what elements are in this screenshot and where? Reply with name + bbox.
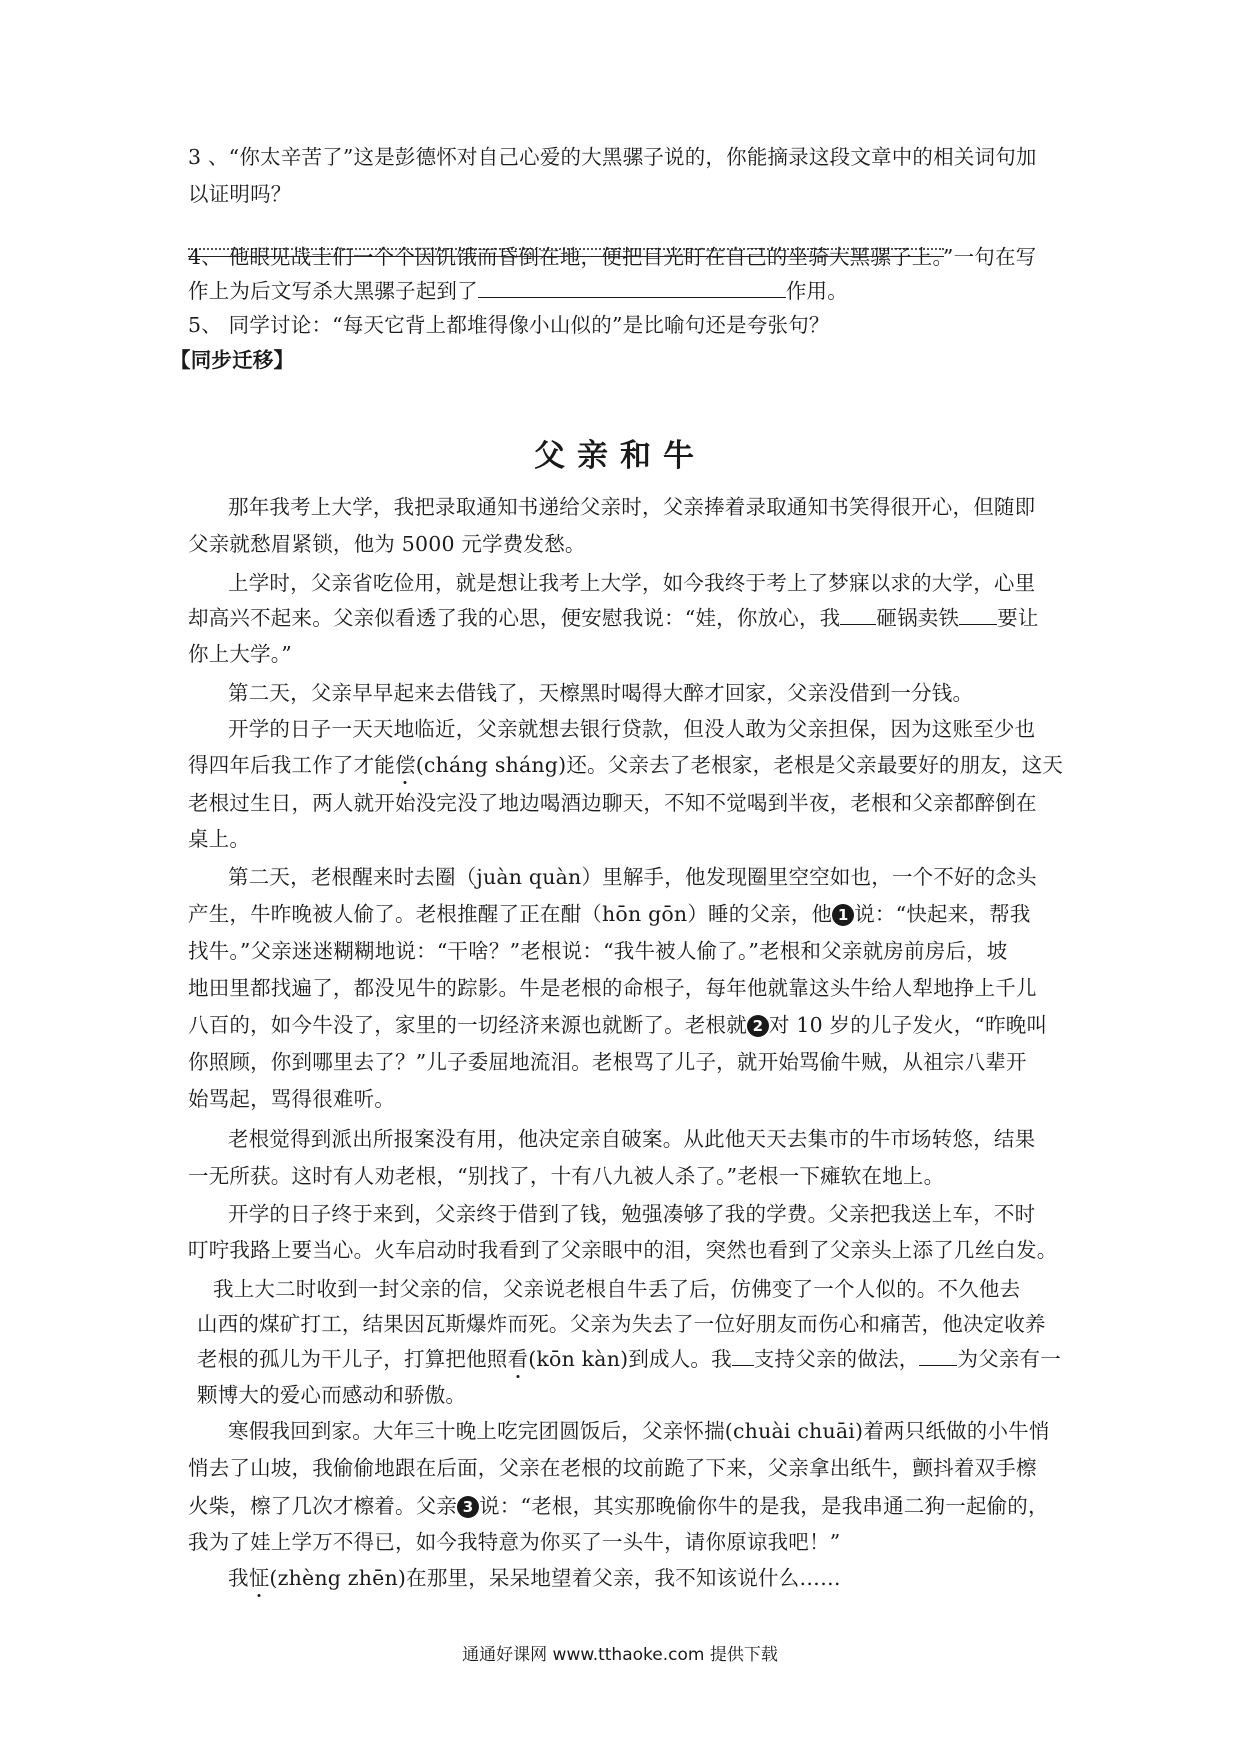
p6-line1: 老根觉得到派出所报案没有用，他决定亲自破案。从此他天天去集市的牛市场转悠，结果 [228, 1127, 1036, 1151]
p7-line1: 开学的日子终于来到，父亲终于借到了钱，勉强凑够了我的学费。父亲把我送上车，不时 [228, 1202, 1036, 1226]
p5-line2-text: 产生，牛昨晚被人偷了。老根推醒了正在酣（hōn gōn）睡的父亲，他 [188, 902, 833, 926]
p5-line5-rest: 对 10 岁的儿子发火，“昨晚叫 [768, 1013, 1048, 1037]
p5-line1: 第二天，老根醒来时去圈（juàn quàn）里解手，他发现圈里空空如也，一个不好的念头 [228, 865, 1037, 889]
article-title: 父亲和牛 [534, 438, 706, 474]
p5-line2 [188, 897, 1031, 927]
footer-credit: 通通好课网 www.tthaoke.com 提供下载 [462, 1645, 778, 1665]
q5-line: 5、 同学讨论：“每天它背上都堆得像小山似的”是比喻句还是夸张句？ [188, 313, 830, 337]
q4-line2 [188, 274, 848, 304]
p9-line1: 寒假我回到家。大年三十晚上吃完团圆饭后，父亲怀揣(chuài chuāi)着两只纸做的小牛悄 [228, 1419, 1050, 1443]
p5-line3: 找牛。”父亲迷迷糊糊地说：“干啥？”老根说：“我牛被人偷了。”老根和父亲就房前房后，坡 [188, 939, 1008, 963]
q4-text-after-blank: 作用。 [785, 279, 848, 303]
q4-text-before-blank: 作上为后文写杀大黑骡子起到了 [188, 279, 478, 303]
p8-line1: 我上大二时收到一封父亲的信，父亲说老根自牛丢了后，仿佛变了一个人似的。不久他去 [213, 1277, 1021, 1301]
p10-line1 [228, 1561, 841, 1591]
p4-line2-text: 得四年后我工作了才能 [188, 753, 395, 777]
q4-line1: 4、 他眼见战士们一个个因饥饿而昏倒在地，便把目光盯在自己的坐骑大黑骡子上。”一句在写 [188, 245, 1037, 269]
p6-line2: 一无所获。这时有人劝老根，“别找了，十有八九被人杀了。”老根一下瘫软在地上。 [188, 1164, 945, 1188]
p8-line4: 颗博大的爱心而感动和骄傲。 [197, 1383, 467, 1407]
p4-line2 [188, 748, 1063, 778]
p5-line4: 地田里都找遍了，都没见牛的踪影。牛是老根的命根子，每年他就靠这头牛给人犁地挣上千儿 [188, 976, 1037, 1000]
p4-line4: 桌上。 [188, 827, 251, 851]
p2-line2 [188, 601, 1039, 631]
p2-line1: 上学时，父亲省吃俭用，就是想让我考上大学，如今我终于考上了梦寐以求的大学，心里 [228, 571, 1036, 595]
p4-line3: 老根过生日，两人就开始没完没了地边喝酒边聊天，不知不觉喝到半夜，老根和父亲都醉倒在 [188, 791, 1037, 815]
p5-line7: 始骂起，骂得很难听。 [188, 1087, 395, 1111]
p2-line2-phrase: 砸锅卖铁 [876, 606, 960, 630]
p2-line2-text: 却高兴不起来。父亲似看透了我的心思，便安慰我说：“娃，你放心，我 [188, 606, 841, 630]
p4-dotted-char: 偿 [395, 753, 416, 777]
p2-blank-2[interactable] [959, 606, 997, 625]
p10-dotted-char: 怔 [248, 1566, 270, 1590]
p8-line3-mid: 支持父亲的做法， [753, 1347, 920, 1371]
q4-answer-blank[interactable] [478, 279, 786, 298]
p2-blank-1[interactable] [840, 606, 876, 625]
p9-line3-text: 火柴，檫了几次才檫着。父亲 [188, 1494, 458, 1518]
circled-number-3: 3 [457, 1496, 479, 1518]
p4-line2-rest: (cháng sháng)还。父亲去了老根家，老根是父亲最要好的朋友，这天 [415, 753, 1064, 777]
p8-line3 [197, 1342, 1061, 1372]
p8-blank-2[interactable] [919, 1347, 957, 1366]
q3-line2: 以证明吗？ [188, 182, 292, 206]
p8-line3-text: 老根的孤儿为干儿子，打算把他照 [197, 1347, 508, 1371]
circled-number-1: 1 [832, 904, 854, 926]
p9-line2: 悄去了山坡，我偷偷地跟在后面，父亲在老根的坟前跪了下来，父亲拿出纸牛，颤抖着双手檫 [188, 1456, 1037, 1480]
p8-line3-end: 为父亲有一 [957, 1347, 1061, 1371]
p5-line5 [188, 1008, 1047, 1038]
q3-line1: 3 、“你太辛苦了”这是彭德怀对自己心爱的大黑骡子说的，你能摘录这段文章中的相关词句加 [188, 145, 1037, 169]
p10-line1-start: 我 [228, 1566, 249, 1590]
p2-line2-end: 要让 [997, 606, 1039, 630]
p7-line2: 叮咛我路上要当心。火车启动时我看到了父亲眼中的泪，突然也看到了父亲头上添了几丝白发。 [188, 1238, 1058, 1262]
p8-dotted-char: 看 [507, 1347, 529, 1371]
circled-number-2: 2 [747, 1015, 769, 1037]
p8-line2: 山西的煤矿打工，结果因瓦斯爆炸而死。父亲为失去了一位好朋友而伤心和痛苦，他决定收养 [197, 1312, 1046, 1336]
section-heading: 【同步迁移】 [170, 348, 295, 372]
p8-line3-pinyin: (kōn kàn)到成人。我 [528, 1347, 732, 1371]
p9-line4: 我为了娃上学万不得已，如今我特意为你买了一头牛，请你原谅我吧！” [188, 1530, 841, 1554]
p1-line2: 父亲就愁眉紧锁，他为 5000 元学费发愁。 [188, 532, 586, 556]
p5-line6: 你照顾，你到哪里去了？”儿子委屈地流泪。老根骂了儿子，就开始骂偷牛贼，从祖宗八辈开 [188, 1050, 1027, 1074]
p1-line1: 那年我考上大学，我把录取通知书递给父亲时，父亲捧着录取通知书笑得很开心，但随即 [228, 495, 1036, 519]
p4-line1: 开学的日子一天天地临近，父亲就想去银行贷款，但没人敢为父亲担保，因为这账至少也 [228, 717, 1036, 741]
p3-line1: 第二天，父亲早早起来去借钱了，天檫黑时喝得大醉才回家，父亲没借到一分钱。 [228, 681, 974, 705]
p9-line3-rest: 说：“老根，其实那晚偷你牛的是我，是我串通二狗一起偷的， [479, 1494, 1049, 1518]
p5-line2-rest: 说：“快起来，帮我 [854, 902, 1031, 926]
p5-line5-text: 八百的，如今牛没了，家里的一切经济来源也就断了。老根就 [188, 1013, 747, 1037]
p10-line1-rest: (zhèng zhēn)在那里，呆呆地望着父亲，我不知该说什么…… [269, 1566, 841, 1590]
p2-line3: 你上大学。” [188, 642, 292, 666]
p9-line3 [188, 1489, 1049, 1519]
p8-blank-1[interactable] [732, 1347, 754, 1366]
